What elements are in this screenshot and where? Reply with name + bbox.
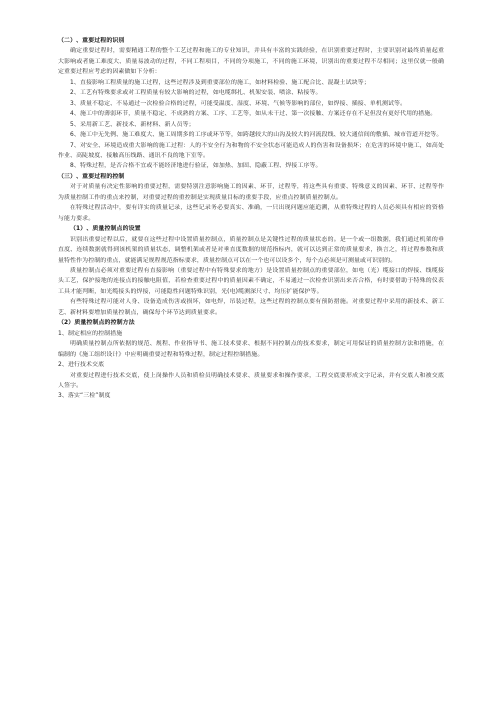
factor-item-7: 7、对安全、环境造成重大影响的施工过程：人的不安全行为和物的不安全状态可能造成人的伤害和设备损坏；在危害的环境中施工，如高处作业、高陡坡度、接触高压线路、通讯不良的地下室等。 — [58, 142, 444, 159]
method-2-title: 2、进行技术交底 — [58, 362, 105, 369]
method-1-title: 1、制定相应的控制措施 — [58, 330, 123, 337]
factor-item-6: 6、施工中无先例、施工难度大、施工周期多的工序或环节等，如跨越较大的山沟及较大的河流段线、较大通信间的敷插、城市管道开挖等。 — [70, 132, 443, 139]
control-paragraph-2: 在特殊过程活动中，要有详实的质量记录，这些记录务必要真实、准确，一只出现问题应能追溯，从重特殊过程的人员必须具有相应的资格与能力要求。 — [58, 205, 444, 222]
sub-heading-control-point-setup: （1）、质量控制点的设置 — [70, 226, 141, 233]
factor-item-1: 1、直接影响工程质量的施工过程，这些过程涉及到重要部位的施工，如材料检验、施工配合比、混凝土试块等； — [70, 79, 370, 86]
section-heading-identification: （二）、重要过程的识别 — [58, 38, 125, 44]
factor-item-2: 2、工艺有特殊要求或对工程质量有较大影响的过程，如电缆绑扎、机架安装、喷涂、粘接等。 — [70, 90, 322, 97]
section-heading-control: （三）、重要过程的控制 — [58, 173, 125, 180]
factor-item-5: 5、采用新工艺、新技术、新材料、新人员等； — [70, 121, 195, 128]
intro-paragraph: 确定重要过程时，需要精通工程的整个工艺过程和施工的专业知识，并具有丰富的实践经验，在识别重要过程时，主要识别对最终质量起重大影响或者施工难度大、质量易波动的过程，不同工程项目，不同的分项施工，不同的施工环境，识别出的重要过程不尽相同；这里仅就一般确定重要过程应考虑的因素做如下分析： — [58, 48, 444, 76]
factor-item-3: 3、质量不稳定、不易通过一次检验合格的过程，可能受温度、湿度、环境、气候等影响的部位，如焊接、插接、单机测试等。 — [70, 100, 407, 107]
factor-item-8: 8、特殊过程，是否合格不宜或不能经济地进行验证，如加热、加固、隐蔽工程、焊接工序等。 — [70, 163, 322, 170]
control-paragraph-1: 对于对质量有决定性影响的重要过程，需要特别注意影响施工的因素、环节，过程等，将这些具有重要、特殊意义的因素、环节、过程等作为质量控制工作的重点来控制，对重要过程的重控制是实现质量目标的重要手段，应重点控制质量控制点。 — [58, 184, 444, 201]
factor-item-4: 4、施工中的薄弱环节，质量不稳定、不成熟的方案、工序、工艺等，如从未干过、第一次接触、方案还存在不足但没有更好代用的措施。 — [70, 111, 437, 118]
method-3-title: 3、落实“三检”制度 — [58, 393, 111, 400]
control-point-paragraph-2: 质量控制点必须对重要过程有直接影响（重要过程中有特殊要求的地方）是设置质量控制点的重要部位，如电（光）缆接口的焊接、线缆接头工艺，保护接地的连接点的接触电阻值，若检查重要过程中的质量因素不确定，不易通过一次检查识别出来否合格，有时要借助于特殊的仪表工具才能判断，如光缆接头的焊接，可能隐性问题特殊识别，光(电)缆测深尺寸、均压扩能保护等。 — [58, 267, 444, 295]
sub-heading-control-methods: （2）质量控制点的控制方法 — [58, 320, 135, 327]
method-1-body: 明确质量控制点所依据的规范、规程、作业指导书、施工技术要求、根据不同控制点的技术要求，制定可用保证的质量控制方法和措施，在编制的《施工组织设计》中应明确重要过程和特殊过程，制定过程控制措施。 — [58, 341, 444, 358]
control-point-paragraph-3: 有些特殊过程可能对人身、设备造成伤害或损坏，如电焊，吊装过程，这些过程的控制点要有预防措施。对重要过程中采用的新技术、新工艺、新材料要增加质量控制点，确保每个环节达到质量要求。 — [58, 299, 444, 316]
control-point-paragraph-1: 识别出重要过程以后，就要在这些过程中设置质量控制点，质量控制点是关键性过程的质量状态的。是一个或一组数据，我们通过机架的垂直度、连续数据就得到该机架的质量状态，调整机架或者是对垂直度数据的规范指标内，就可以达到正常的质量要求，换言之，将过程参数和质量特性作为控制的重点，就能满足规程规范指标要求，质量控制点可以在一个也可以设多个，每个点必须是可测量或可识别的。 — [58, 236, 444, 264]
document-page — [58, 36, 444, 402]
method-2-body: 对重要过程进行技术交底，使上岗操作人员和质检员明确技术要求、质量要求和操作要求，工程交底要形成文字记录，并有交底人和被交底人签字。 — [58, 372, 444, 389]
